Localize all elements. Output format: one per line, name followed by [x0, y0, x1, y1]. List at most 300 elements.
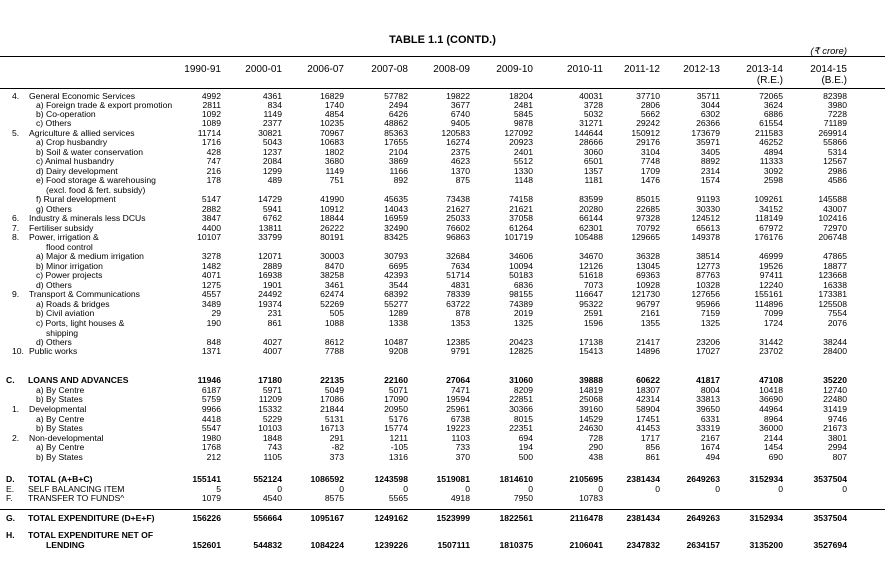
cell-value: 544832 [253, 540, 282, 550]
cell-value: 125508 [818, 299, 847, 309]
table-row [0, 157, 885, 166]
cell-value: 8612 [324, 337, 344, 347]
cell-value: 190 [206, 318, 221, 328]
cell-value: 3044 [700, 100, 720, 110]
row-index: E. [6, 484, 15, 494]
column-header-year: 2012-13 [683, 64, 720, 75]
cell-value: 5032 [583, 109, 603, 119]
cell-value: 2076 [827, 318, 847, 328]
column-header-estimate: (R.E.) [756, 75, 783, 86]
cell-value: 33813 [696, 394, 720, 404]
cell-value: 5662 [640, 109, 660, 119]
cell-value: 4854 [324, 109, 344, 119]
cell-value: 29176 [636, 137, 660, 147]
cell-value: 290 [588, 442, 603, 452]
cell-value: 3527694 [813, 540, 847, 550]
cell-value: 149378 [691, 232, 720, 242]
cell-value: 0 [715, 484, 720, 494]
cell-value: 12385 [446, 337, 470, 347]
cell-value: 2377 [262, 118, 282, 128]
cell-value: 4557 [201, 289, 221, 299]
cell-value: 861 [645, 452, 660, 462]
cell-value: 0 [842, 484, 847, 494]
cell-value: 14043 [384, 204, 408, 214]
cell-value: 120583 [441, 128, 470, 138]
row-index: 4. [12, 91, 20, 101]
cell-value: 4540 [262, 493, 282, 503]
cell-value: 743 [267, 442, 282, 452]
cell-value: 4586 [827, 175, 847, 185]
cell-value: 2019 [513, 308, 533, 318]
cell-value: 3728 [583, 100, 603, 110]
row-index: 9. [12, 289, 20, 299]
row-index: 6. [12, 213, 20, 223]
cell-value: 20923 [509, 137, 533, 147]
cell-value: 834 [267, 100, 282, 110]
table-row [0, 119, 885, 128]
cell-value: 10683 [320, 137, 344, 147]
cell-value: 807 [832, 452, 847, 462]
cell-value: 17027 [696, 346, 720, 356]
cell-value: 78339 [446, 289, 470, 299]
row-label: f) Rural development [36, 194, 116, 204]
cell-value: 370 [455, 452, 470, 462]
cell-value: 3278 [201, 251, 221, 261]
cell-value: 3092 [763, 166, 783, 176]
cell-value: 32490 [384, 223, 408, 233]
column-header-year: 2007-08 [371, 64, 408, 75]
cell-value: 494 [705, 452, 720, 462]
table-row [0, 110, 885, 119]
cell-value: 121730 [631, 289, 660, 299]
cell-value: 373 [329, 452, 344, 462]
table-row [0, 475, 885, 484]
cell-value: 1325 [513, 318, 533, 328]
column-header-estimate: (B.E.) [821, 75, 847, 86]
table-row [0, 453, 885, 462]
cell-value: 156226 [192, 513, 221, 523]
cell-value: 8470 [324, 261, 344, 271]
cell-value: 34606 [509, 251, 533, 261]
table-row [0, 395, 885, 404]
cell-value: 85363 [384, 128, 408, 138]
cell-value: 21844 [320, 404, 344, 414]
row-label: Power, irrigation & [29, 232, 99, 242]
cell-value: 33799 [258, 232, 282, 242]
cell-value: 22480 [823, 394, 847, 404]
cell-value: 51618 [579, 270, 603, 280]
table-row [0, 386, 885, 395]
cell-value: 1814610 [499, 474, 533, 484]
cell-value: 22685 [636, 204, 660, 214]
cell-value: 3135200 [749, 540, 783, 550]
cell-value: 1181 [584, 175, 603, 185]
cell-value: 291 [329, 433, 344, 443]
table-row [0, 415, 885, 424]
cell-value: 10235 [320, 118, 344, 128]
cell-value: 4361 [262, 91, 282, 101]
cell-value: 3104 [640, 147, 660, 157]
table-row [0, 233, 885, 242]
row-label: Fertiliser subsidy [29, 223, 94, 233]
cell-value: 690 [768, 452, 783, 462]
cell-value: 5176 [388, 414, 408, 424]
row-label: g) Others [36, 204, 72, 214]
cell-value: 62474 [320, 289, 344, 299]
table-row [0, 376, 885, 385]
cell-value: 5147 [201, 194, 221, 204]
cell-value: 24492 [258, 289, 282, 299]
row-label: TOTAL EXPENDITURE (D+E+F) [28, 513, 155, 523]
row-label: shipping [46, 328, 79, 338]
column-header [723, 64, 783, 86]
cell-value: 878 [455, 308, 470, 318]
row-label: Industry & minerals less DCUs [29, 213, 146, 223]
cell-value: 62301 [579, 223, 603, 233]
table-row [0, 300, 885, 309]
column-header-year: 1990-91 [184, 64, 221, 75]
header-top-rule [0, 56, 885, 57]
cell-value: 124512 [691, 213, 720, 223]
cell-value: 30793 [384, 251, 408, 261]
cell-value: 32684 [446, 251, 470, 261]
table-row [0, 541, 885, 550]
row-index: 2. [12, 433, 20, 443]
cell-value: 102416 [818, 213, 847, 223]
cell-value: 1243598 [374, 474, 408, 484]
cell-value: 2161 [640, 308, 660, 318]
cell-value: 1105 [263, 452, 282, 462]
cell-value: 0 [778, 484, 783, 494]
cell-value: 38244 [823, 337, 847, 347]
cell-value: 3980 [827, 100, 847, 110]
cell-value: 14729 [258, 194, 282, 204]
cell-value: 71189 [823, 118, 847, 128]
cell-value: 2084 [262, 156, 282, 166]
cell-value: 1249162 [374, 513, 408, 523]
cell-value: 2649263 [686, 513, 720, 523]
row-label: d) Dairy development [36, 166, 118, 176]
cell-value: 3152934 [749, 474, 783, 484]
cell-value: 3544 [388, 280, 408, 290]
cell-value: 127092 [504, 128, 533, 138]
row-label: LENDING [46, 540, 85, 550]
cell-value: 505 [329, 308, 344, 318]
cell-value: 25961 [446, 404, 470, 414]
table-row [0, 309, 885, 318]
cell-value: 694 [518, 433, 533, 443]
table-row [0, 347, 885, 356]
row-label: c) Others [36, 118, 72, 128]
table-row [0, 224, 885, 233]
cell-value: 1239226 [374, 540, 408, 550]
table-row [0, 329, 885, 338]
cell-value: 18877 [823, 261, 847, 271]
cell-value: 72065 [759, 91, 783, 101]
row-index: 10. [12, 346, 24, 356]
cell-value: 747 [206, 156, 221, 166]
cell-value: 552124 [253, 474, 282, 484]
cell-value: 6762 [262, 213, 282, 223]
cell-value: 17086 [320, 394, 344, 404]
cell-value: 2889 [262, 261, 282, 271]
cell-value: 35711 [696, 91, 720, 101]
cell-value: 6695 [388, 261, 408, 271]
cell-value: -82 [331, 442, 344, 452]
cell-value: 2167 [700, 433, 720, 443]
cell-value: 3537504 [813, 474, 847, 484]
cell-value: 269914 [818, 128, 847, 138]
cell-value: 489 [267, 175, 282, 185]
cell-value: 0 [277, 484, 282, 494]
header-bottom-rule [0, 88, 885, 89]
cell-value: 21673 [823, 423, 847, 433]
column-header [787, 64, 847, 86]
cell-value: 892 [393, 175, 408, 185]
cell-value: 1084224 [310, 540, 344, 550]
row-label: c) Ports, light houses & [36, 318, 125, 328]
cell-value: 10107 [197, 232, 221, 242]
row-label: c) Animal husbandry [36, 156, 114, 166]
cell-value: 1103 [451, 433, 470, 443]
cell-value: 8892 [700, 156, 720, 166]
column-header [222, 64, 282, 75]
cell-value: 17180 [258, 375, 282, 385]
table-row [0, 262, 885, 271]
cell-value: 18307 [636, 385, 660, 395]
cell-value: 65613 [696, 223, 720, 233]
cell-value: 72970 [823, 223, 847, 233]
cell-value: 176176 [754, 232, 783, 242]
cell-value: 9208 [388, 346, 408, 356]
cell-value: 26366 [696, 118, 720, 128]
cell-value: 1357 [583, 166, 603, 176]
cell-value: 5845 [513, 109, 533, 119]
cell-value: 39160 [579, 404, 603, 414]
row-label: (excl. food & fert. subsidy) [46, 185, 146, 195]
cell-value: 3060 [583, 147, 603, 157]
cell-value: 2598 [763, 175, 783, 185]
cell-value: 23702 [759, 346, 783, 356]
cell-value: 2401 [513, 147, 533, 157]
cell-value: 26222 [320, 223, 344, 233]
cell-value: 173381 [818, 289, 847, 299]
cell-value: 55866 [823, 137, 847, 147]
table-row [0, 176, 885, 185]
cell-value: 4623 [450, 156, 470, 166]
row-label: d) Others [36, 337, 72, 347]
cell-value: 1810375 [499, 540, 533, 550]
cell-value: 30821 [258, 128, 282, 138]
row-label: a) Crop husbandry [36, 137, 108, 147]
cell-value: 44964 [759, 404, 783, 414]
cell-value: 13811 [258, 223, 282, 233]
cell-value: 17451 [636, 414, 660, 424]
row-index: F. [6, 493, 13, 503]
cell-value: 1848 [262, 433, 282, 443]
cell-value: 96797 [636, 299, 660, 309]
cell-value: 1148 [514, 175, 533, 185]
row-label: a) By Centre [36, 414, 85, 424]
row-label: b) Civil aviation [36, 308, 95, 318]
cell-value: 3461 [324, 280, 344, 290]
cell-value: 1289 [388, 308, 408, 318]
cell-value: 31419 [823, 404, 847, 414]
cell-value: 150912 [631, 128, 660, 138]
row-label: e) Food storage & warehousing [36, 175, 156, 185]
cell-value: 1740 [324, 100, 344, 110]
cell-value: 31442 [759, 337, 783, 347]
cell-value: 29 [211, 308, 221, 318]
cell-value: 5 [216, 484, 221, 494]
cell-value: 21627 [446, 204, 470, 214]
cell-value: 1674 [700, 442, 720, 452]
row-index: H. [6, 530, 15, 540]
table-row [0, 494, 885, 503]
cell-value: 5071 [388, 385, 408, 395]
column-header [410, 64, 470, 75]
cell-value: 97411 [759, 270, 783, 280]
cell-value: 5547 [201, 423, 221, 433]
cell-value: 1980 [201, 433, 221, 443]
cell-value: 118149 [754, 213, 783, 223]
row-label: General Economic Services [29, 91, 136, 101]
cell-value: 1476 [640, 175, 660, 185]
cell-value: 45635 [384, 194, 408, 204]
cell-value: 55277 [384, 299, 408, 309]
cell-value: 22851 [509, 394, 533, 404]
column-header-year: 2000-01 [245, 64, 282, 75]
cell-value: 52269 [320, 299, 344, 309]
cell-value: 23206 [696, 337, 720, 347]
cell-value: 35220 [823, 375, 847, 385]
cell-value: 97328 [636, 213, 660, 223]
cell-value: 61264 [509, 223, 533, 233]
cell-value: 1371 [201, 346, 221, 356]
row-label: a) By Centre [36, 442, 85, 452]
row-label: a) By Centre [36, 385, 85, 395]
cell-value: 12740 [823, 385, 847, 395]
row-label: Non-developmental [29, 433, 104, 443]
cell-value: 12126 [579, 261, 603, 271]
cell-value: 1507111 [437, 540, 470, 550]
cell-value: 116647 [574, 289, 603, 299]
row-label: a) Foreign trade & export promotion [36, 100, 173, 110]
cell-value: 5229 [262, 414, 282, 424]
row-label: a) Roads & bridges [36, 299, 110, 309]
cell-value: 2375 [450, 147, 470, 157]
cell-value: 34670 [579, 251, 603, 261]
cell-value: 38258 [320, 270, 344, 280]
row-label: LOANS AND ADVANCES [28, 375, 129, 385]
cell-value: 0 [465, 484, 470, 494]
cell-value: 178 [206, 175, 221, 185]
cell-value: 0 [339, 484, 344, 494]
row-label: a) Major & medium irrigation [36, 251, 144, 261]
cell-value: 7099 [763, 308, 783, 318]
cell-value: 5512 [513, 156, 533, 166]
cell-value: 63722 [446, 299, 470, 309]
table-row [0, 443, 885, 452]
cell-value: 4418 [201, 414, 221, 424]
cell-value: 1330 [513, 166, 533, 176]
cell-value: 18204 [509, 91, 533, 101]
cell-value: 3677 [450, 100, 470, 110]
cell-value: 12071 [258, 251, 282, 261]
cell-value: 1166 [389, 166, 408, 176]
cell-value: 10783 [579, 493, 603, 503]
cell-value: 5941 [262, 204, 282, 214]
cell-value: 428 [206, 147, 221, 157]
cell-value: 500 [518, 452, 533, 462]
row-label: TOTAL EXPENDITURE NET OF [28, 530, 154, 540]
cell-value: 66144 [579, 213, 603, 223]
table-row [0, 514, 885, 523]
cell-value: 206748 [818, 232, 847, 242]
cell-value: 15332 [258, 404, 282, 414]
row-index: C. [6, 375, 15, 385]
cell-value: 98155 [509, 289, 533, 299]
cell-value: 1596 [583, 318, 603, 328]
cell-value: 6740 [450, 109, 470, 119]
cell-value: 861 [267, 318, 282, 328]
row-label: Agriculture & allied services [29, 128, 135, 138]
cell-value: 22351 [509, 423, 533, 433]
cell-value: 10328 [696, 280, 720, 290]
cell-value: 87763 [696, 270, 720, 280]
cell-value: 41453 [636, 423, 660, 433]
cell-value: 80191 [320, 232, 344, 242]
cell-value: 1079 [201, 493, 221, 503]
cell-value: 17138 [579, 337, 603, 347]
cell-value: 0 [655, 484, 660, 494]
cell-value: 11333 [759, 156, 783, 166]
column-header-year: 2013-14 [746, 64, 783, 75]
table-row [0, 129, 885, 138]
cell-value: 1355 [640, 318, 660, 328]
cell-value: 1353 [450, 318, 470, 328]
cell-value: 1088 [324, 318, 344, 328]
cell-value: 91193 [696, 194, 720, 204]
cell-value: 10487 [384, 337, 408, 347]
cell-value: 74158 [509, 194, 533, 204]
cell-value: 3537504 [813, 513, 847, 523]
cell-value: 4894 [763, 147, 783, 157]
cell-value: 19223 [446, 423, 470, 433]
cell-value: 96863 [446, 232, 470, 242]
cell-value: 7950 [513, 493, 533, 503]
cell-value: 2481 [513, 100, 533, 110]
row-index: D. [6, 474, 15, 484]
cell-value: 11714 [197, 128, 221, 138]
cell-value: 3405 [700, 147, 720, 157]
cell-value: 1717 [640, 433, 660, 443]
cell-value: 1086592 [310, 474, 344, 484]
cell-value: 144644 [574, 128, 603, 138]
table-row [0, 434, 885, 443]
cell-value: 10418 [759, 385, 783, 395]
table-row [0, 148, 885, 157]
table-title: TABLE 1.1 (CONTD.) [389, 34, 496, 46]
cell-value: 3847 [201, 213, 221, 223]
cell-value: 20423 [509, 337, 533, 347]
cell-value: 24630 [579, 423, 603, 433]
cell-value: 30003 [320, 251, 344, 261]
cell-value: 95966 [696, 299, 720, 309]
cell-value: 19594 [446, 394, 470, 404]
cell-value: 12773 [696, 261, 720, 271]
row-label: b) By States [36, 423, 83, 433]
